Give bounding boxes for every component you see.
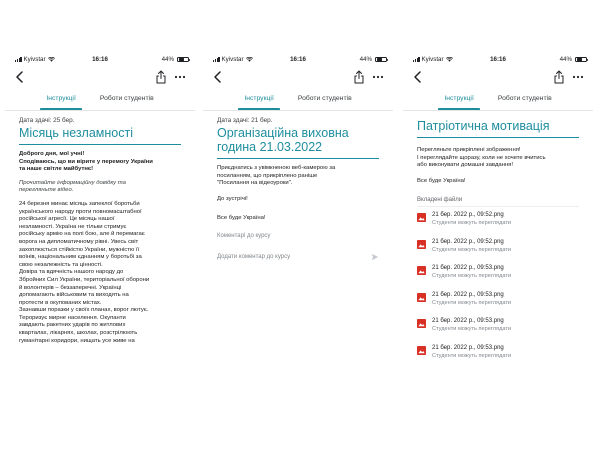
status-bar (403, 52, 593, 66)
add-comment-field[interactable]: Додати коментар до курсу (217, 253, 379, 261)
due-date: Дата здачі: 25 бер. (19, 117, 75, 124)
status-bar (203, 52, 393, 66)
back-arrow-icon[interactable] (211, 70, 225, 84)
carrier-name: Kyivstar (23, 56, 46, 63)
attachment-name: 21 бер. 2022 р., 09:52.png (432, 238, 504, 245)
more-dots-icon[interactable] (173, 70, 187, 84)
share-icon[interactable] (553, 70, 565, 84)
attachment-item[interactable] (417, 313, 579, 340)
clock: 16:16 (92, 56, 108, 63)
carrier-name: Kyivstar (421, 56, 444, 63)
tab-student-work[interactable]: Роботи студентів (297, 95, 352, 102)
greeting: Доброго дня, мої учні! Сподіваюсь, що ви вірите у перемогу України та наше світле майбутнє! (19, 151, 153, 173)
battery-icon (177, 57, 189, 63)
tab-instructions[interactable]: Інструкції (238, 88, 280, 110)
attachments-header: Вкладені файли (417, 197, 579, 207)
image-file-icon (417, 293, 426, 302)
attachment-permission: Студенти можуть переглядати (432, 299, 512, 306)
image-file-icon (417, 346, 426, 355)
attachment-name: 21 бер. 2022 р., 09:53.png (432, 344, 504, 351)
image-file-icon (417, 240, 426, 249)
share-icon[interactable] (155, 70, 167, 84)
assignment-body: Перегляньте прикріплені зображення! І переглядайте щоразу, коли не хочете вчитись або виконувати домашні завдання! (417, 147, 546, 169)
attachment-name: 21 бер. 2022 р., 09:53.png (432, 291, 504, 298)
attachment-permission: Студенти можуть переглядати (432, 273, 512, 280)
send-icon[interactable] (371, 253, 379, 261)
due-date: Дата здачі: 21 бер. (217, 117, 273, 124)
status-bar (5, 52, 195, 66)
assignment-content (403, 119, 593, 366)
assignment-body: Приєднатись з увімкненою веб-камерою за посиланням, що прикріплено раніше "Посилання на відеоуроки". (217, 165, 336, 187)
attachment-item[interactable] (417, 287, 579, 314)
attachments-list (417, 207, 579, 366)
battery-icon (375, 57, 387, 63)
assignment-body: 24 березня минає місяць запеклої боротьби українського народу проти повномасштабної російської агресії. Це місяць нашої незламності. Україна не тільки стримує російську армію на полі бою, але й перемагає ворога на дипломатичному рівні. Увесь світ захоплюється стійкістю України, мужністю її воїнів, національним єднанням у боротьбі за свою незалежність та цінності. Довіра та вдячність нашого народу до Збройних Сил України, територіальної оборони й волонтерів – беззаперечні. Українці допомагають військовим та виходять на протести в окупованих містах. Зазнавши поразки у своїх планах, ворог лютує. Тероризує мирне населення. Окупанти завдають ракетних ударів по житлових кварталах, лікарнях, школах, розстрілюють гуманітарні коридори, нищать усе живе на (19, 200, 150, 344)
slogan-text: Все буде Україна! (217, 215, 266, 222)
back-arrow-icon[interactable] (13, 70, 27, 84)
attachment-permission: Студенти можуть переглядати (432, 220, 512, 227)
class-comments-link[interactable]: Коментарі до курсу (217, 232, 271, 239)
clock: 16:16 (290, 56, 306, 63)
assignment-title: Патріотична мотивація (417, 119, 579, 138)
tabs-divider (203, 110, 393, 111)
tab-instructions[interactable]: Інструкції (438, 88, 480, 110)
attachment-item[interactable] (417, 234, 579, 261)
more-dots-icon[interactable] (371, 70, 385, 84)
app-bar (403, 66, 593, 88)
instruction-text: Прочитайте інформаційну довідку та перегляньте відео. (19, 179, 126, 194)
attachment-name: 21 бер. 2022 р., 09:53.png (432, 318, 504, 325)
image-file-icon (417, 266, 426, 275)
back-arrow-icon[interactable] (411, 70, 425, 84)
see-you-text: До зустрічі! (217, 195, 248, 202)
tab-bar (5, 88, 195, 110)
assignment-title: Організаційна виховна година 21.03.2022 (217, 126, 379, 159)
attachment-item[interactable] (417, 340, 579, 367)
battery-percent: 44% (359, 56, 372, 63)
share-icon[interactable] (353, 70, 365, 84)
assignment-content (5, 117, 195, 345)
app-bar (5, 66, 195, 88)
image-file-icon (417, 319, 426, 328)
tabs-divider (403, 110, 593, 111)
assignment-content (203, 117, 393, 261)
battery-percent: 44% (559, 56, 572, 63)
battery-percent: 44% (161, 56, 174, 63)
attachment-permission: Студенти можуть переглядати (432, 246, 512, 253)
attachment-name: 21 бер. 2022 р., 09:52.png (432, 212, 504, 219)
tab-bar (203, 88, 393, 110)
attachment-name: 21 бер. 2022 р., 09:53.png (432, 265, 504, 272)
screen-educational-hour (203, 52, 393, 402)
tab-bar (403, 88, 593, 110)
screen-month-of-indomitability (5, 52, 195, 402)
clock: 16:16 (490, 56, 506, 63)
attachment-permission: Студенти можуть переглядати (432, 352, 512, 359)
tab-student-work[interactable]: Роботи студентів (497, 95, 552, 102)
screen-patriotic-motivation (403, 52, 593, 402)
battery-icon (575, 57, 587, 63)
tabs-divider (5, 110, 195, 111)
attachment-permission: Студенти можуть переглядати (432, 326, 512, 333)
carrier-name: Kyivstar (221, 56, 244, 63)
attachment-item[interactable] (417, 260, 579, 287)
tab-instructions[interactable]: Інструкції (40, 88, 82, 110)
tab-student-work[interactable]: Роботи студентів (99, 95, 154, 102)
app-bar (203, 66, 393, 88)
attachment-item[interactable] (417, 207, 579, 234)
more-dots-icon[interactable] (571, 70, 585, 84)
assignment-title: Місяць незламності (19, 126, 181, 145)
image-file-icon (417, 213, 426, 222)
slogan-text: Все буде Україна! (417, 177, 466, 184)
